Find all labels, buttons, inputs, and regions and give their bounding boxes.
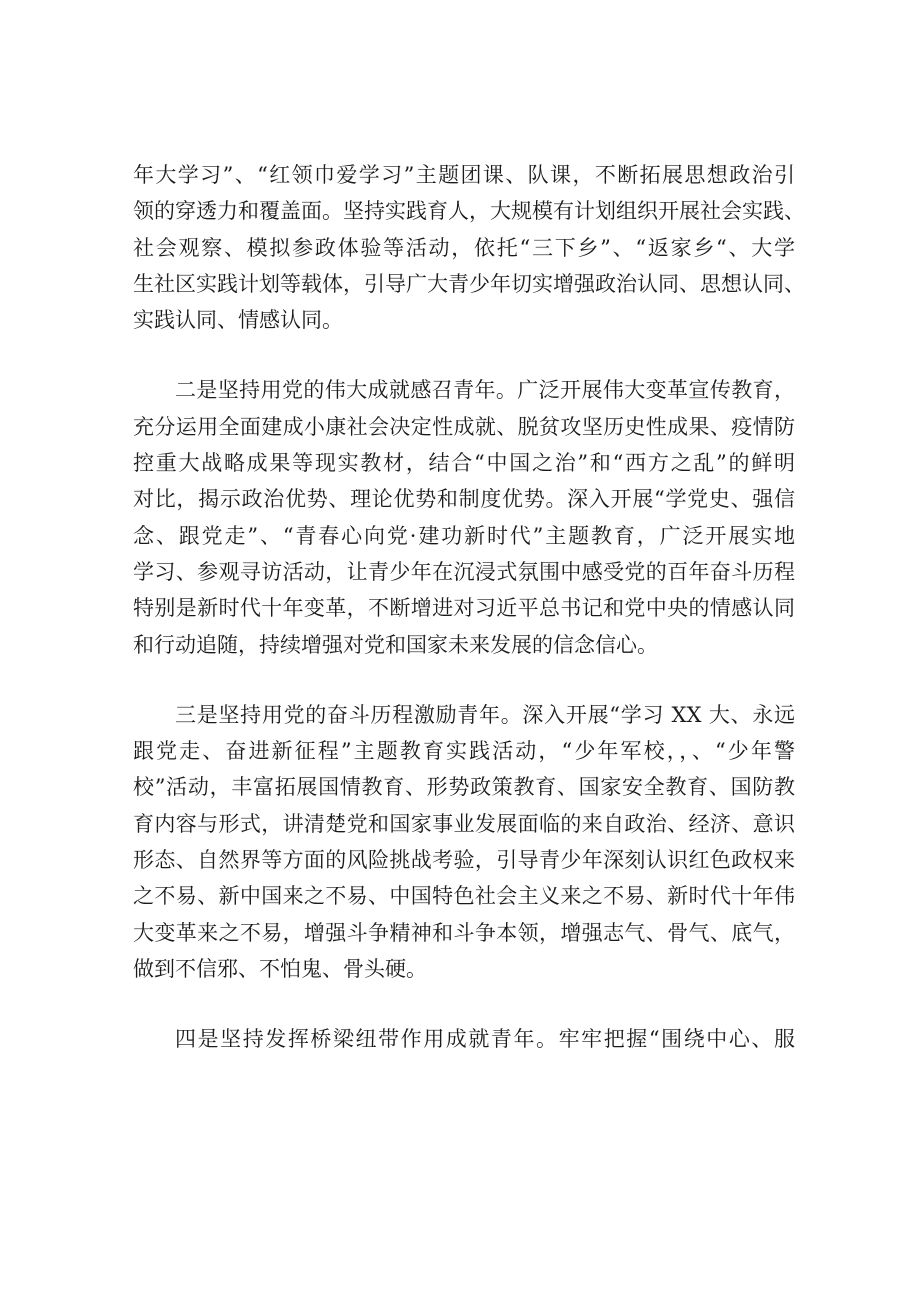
- text-line: 形态、自然界等方面的风险挑战考验，引导青少年深刻认识红色政权来: [133, 848, 795, 873]
- text-line: 校”活动，丰富拓展国情教育、形势政策教育、国家安全教育、国防教: [133, 775, 795, 800]
- text-line: 领的穿透力和覆盖面。坚持实践育人，大规模有计划组织开展社会实践、: [133, 199, 805, 224]
- text-line: 年大学习”、“红领巾爱学习”主题团课、队课，不断拓展思想政治引: [133, 163, 795, 187]
- text-line: 大变革来之不易，增强斗争精神和斗争本领，增强志气、骨气、底气，: [133, 920, 795, 945]
- text-line: 三是坚持用党的奋斗历程激励青年。深入开展“学习 XX 大、永远: [175, 702, 795, 727]
- text-line: 生社区实践计划等载体，引导广大青少年切实增强政治认同、思想认同、: [133, 271, 805, 296]
- text-line: 二是坚持用党的伟大成就感召青年。广泛开展伟大变革宣传教育，: [175, 378, 795, 403]
- text-line: 对比，揭示政治优势、理论优势和制度优势。深入开展“学党史、强信: [133, 487, 795, 512]
- text-line: 学习、参观寻访活动，让青少年在沉浸式氛围中感受党的百年奋斗历程: [133, 559, 795, 584]
- text-line: 之不易、新中国来之不易、中国特色社会主义来之不易、新时代十年伟: [133, 884, 795, 909]
- text-line: 实践认同、情感认同。: [133, 308, 343, 333]
- text-line: 和行动追随，持续增强对党和国家未来发展的信念信心。: [133, 632, 658, 657]
- paragraph-two: [133, 372, 795, 662]
- paragraph-four: [133, 1021, 795, 1057]
- text-line: 充分运用全面建成小康社会决定性成就、脱贫攻坚历史性成果、疫情防: [133, 414, 795, 439]
- text-line: 四是坚持发挥桥梁纽带作用成就青年。牢牢把握“围绕中心、服: [175, 1027, 795, 1052]
- document-body: [133, 157, 805, 1058]
- paragraph-continuation: [133, 157, 805, 338]
- paragraph-three: [133, 697, 795, 987]
- text-line: 跟党走、奋进新征程”主题教育实践活动，“少年军校，，、“少年警: [133, 739, 795, 764]
- text-line: 做到不信邪、不怕鬼、骨头硬。: [133, 956, 427, 981]
- text-line: 育内容与形式，讲清楚党和国家事业发展面临的来自政治、经济、意识: [133, 811, 795, 836]
- text-line: 特别是新时代十年变革，不断增进对习近平总书记和党中央的情感认同: [133, 596, 795, 621]
- text-line: 念、跟党走”、“青春心向党·建功新时代”主题教育，广泛开展实地: [133, 523, 795, 548]
- text-line: 控重大战略成果等现实教材，结合“中国之治”和“西方之乱”的鲜明: [133, 451, 795, 476]
- text-line: 社会观察、模拟参政体验等活动，依托“三下乡”、“返家乡“、大学: [133, 235, 795, 260]
